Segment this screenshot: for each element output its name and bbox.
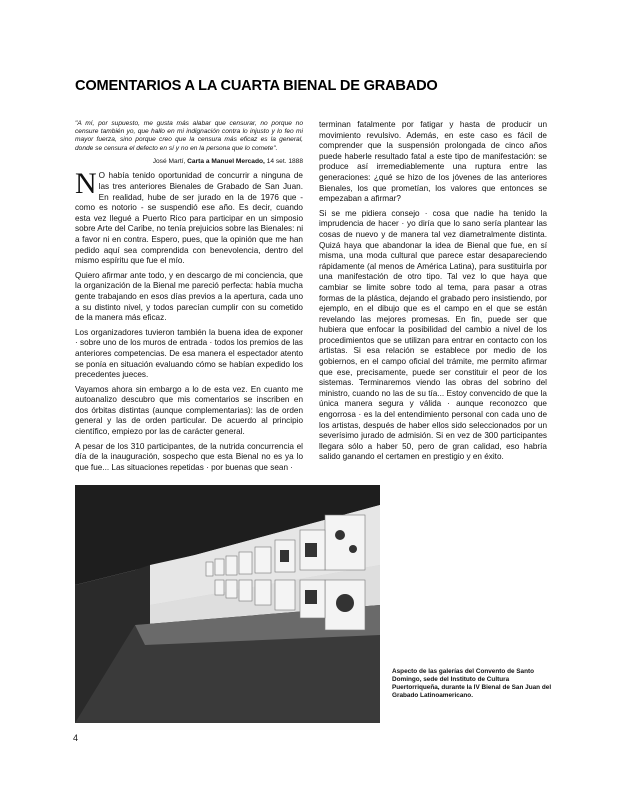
article-title: COMENTARIOS A LA CUARTA BIENAL DE GRABADO	[75, 78, 438, 94]
paragraph-left-5: A pesar de los 310 participantes, de la nutrida concurrencia el día de la inauguración, sospecho que esta Bienal no es ya lo que fue... Las situaciones repetidas · por buenas que sean ·	[75, 441, 303, 472]
page-number: 4	[73, 733, 79, 743]
drop-cap: N	[75, 167, 97, 201]
paragraph-left-2: Quiero afirmar ante todo, y en descargo de mi conciencia, que la organización de la Bienal me pareció perfecta: había mucha gente trabajando en esos días previos a la apertura, cada uno a su distinto nivel, y todos parecían cumplir con su cometido de la manera más eficaz.	[75, 270, 303, 323]
epigraph-author: José Martí,	[152, 157, 186, 165]
epigraph-source: Carta a Manuel Mercado,	[187, 157, 265, 165]
paragraph-right-1: terminan fatalmente por fatigar y hasta de producir un movimiento revulsivo. Además, en este caso es fácil de comprender que la suspensión prolongada de cinco años puede haberle resultado fatal a este tipo de manifestación: se produce así irremediablemente una ruptura entre las generaciones: ¿qué se hizo de los jóvenes de las anteriores Bienales, los que prometían, los valores que entonces se empezaban a afirmar?	[319, 120, 547, 204]
epigraph-attribution	[75, 157, 303, 168]
epigraph-date: 14 set. 1888	[266, 157, 303, 165]
paragraph-left-4: Vayamos ahora sin embargo a lo de esta vez. En cuanto me autoanalizo descubro que mis comentarios se inscriben en dos órbitas distintas (aunque complementarias): las de orden general y las de orden particular. De acuerdo al principio científico, empiezo por las de carácter general.	[75, 384, 303, 437]
paragraph-left-3: Los organizadores tuvieron también la buena idea de exponer · sobre uno de los muros de entrada · todos los premios de las anteriores competencias. De esa manera el espectador atento se ponía en situación evaluando cómo se habían expedido los precedentes jueces.	[75, 327, 303, 380]
left-column	[75, 120, 303, 477]
gallery-photo	[75, 485, 380, 723]
paragraph-left-1	[75, 167, 304, 266]
gallery-photo-graphic	[75, 485, 380, 723]
paragraph-right-2: Si se me pidiera consejo · cosa que nadie ha tenido la imprudencia de hacer · yo diría que lo sano sería plantear las cosas de nuevo y de manera tal vez diametralmente distinta. Quizá haya que abandonar la idea de Bienal que fue, en sí misma, una moda cultural que parece estar desapareciendo rápidamente (al menos de América Latina), para sustituirla por una manifestación de otro tipo. Tal vez lo que haya que cambiar se limite sobre todo al tema, para pasar a otras formas de la plástica, dejando el grabado pero insistiendo, por ejemplo, en el dibujo que es el campo en el que se están revelando las mejores promesas. En fin, puede ser que hubiera que enfocar la posibilidad del cambio a nivel de los procedimientos que se utilizan para entrar en contacto con los artistas. Si esa relación se establece por medio de los gobiernos, en el campo oficial del trámite, me permito afirmar que ese, precisamente, puede ser constituir el peor de los sistemas. Terminaremos viendo las obras del sobrino del ministro, cuando no las de su tía... Estoy convencido de que la única manera segura y válida · aunque reconozco que engorrosa · es la del entendimiento personal con cada uno de los artistas, después de haber ellos sido seleccionados por un severísimo jurado de admisión. Si en vez de 300 participantes llegara sólo a haber 50, pero de gran calidad, eso habría salido ganando el certamen en prestigio y en éxito.	[319, 208, 547, 462]
right-column	[319, 120, 547, 467]
epigraph-quote: "A mí, por supuesto, me gusta más alabar que censurar, no porque no censure también yo, que hallo en mi indignación contra lo injusto y lo feo mi mayor fuerza, sino porque creo que la censura más eficaz es la general, donde se censura el defecto en sí y no en la persona que lo comete".	[75, 120, 303, 152]
paragraph-left-1-text: O había tenido oportunidad de concurrir a ninguna de las tres anteriores Bienales de Grabado de San Juan. En realidad, hube de ser jurado en la de 1976 que - como es notorio - se suspendió ese año. Es decir, cuando esta vez llegué a Puerto Rico para participar en un simposio sobre Arte del Caribe, no tenía prejuicios sobre las Bienales: ni a favor ni en contra. Espero, pues, que la opinión que me han pedido aquí sea comprendida con benevolencia, dentro del mismo espíritu que fue el mío.	[75, 171, 304, 266]
photo-caption: Aspecto de las galerías del Convento de Santo Domingo, sede del Instituto de Cultura Puertorriqueña, durante la IV Bienal de San Juan del Grabado Latinoamericano.	[392, 668, 552, 699]
